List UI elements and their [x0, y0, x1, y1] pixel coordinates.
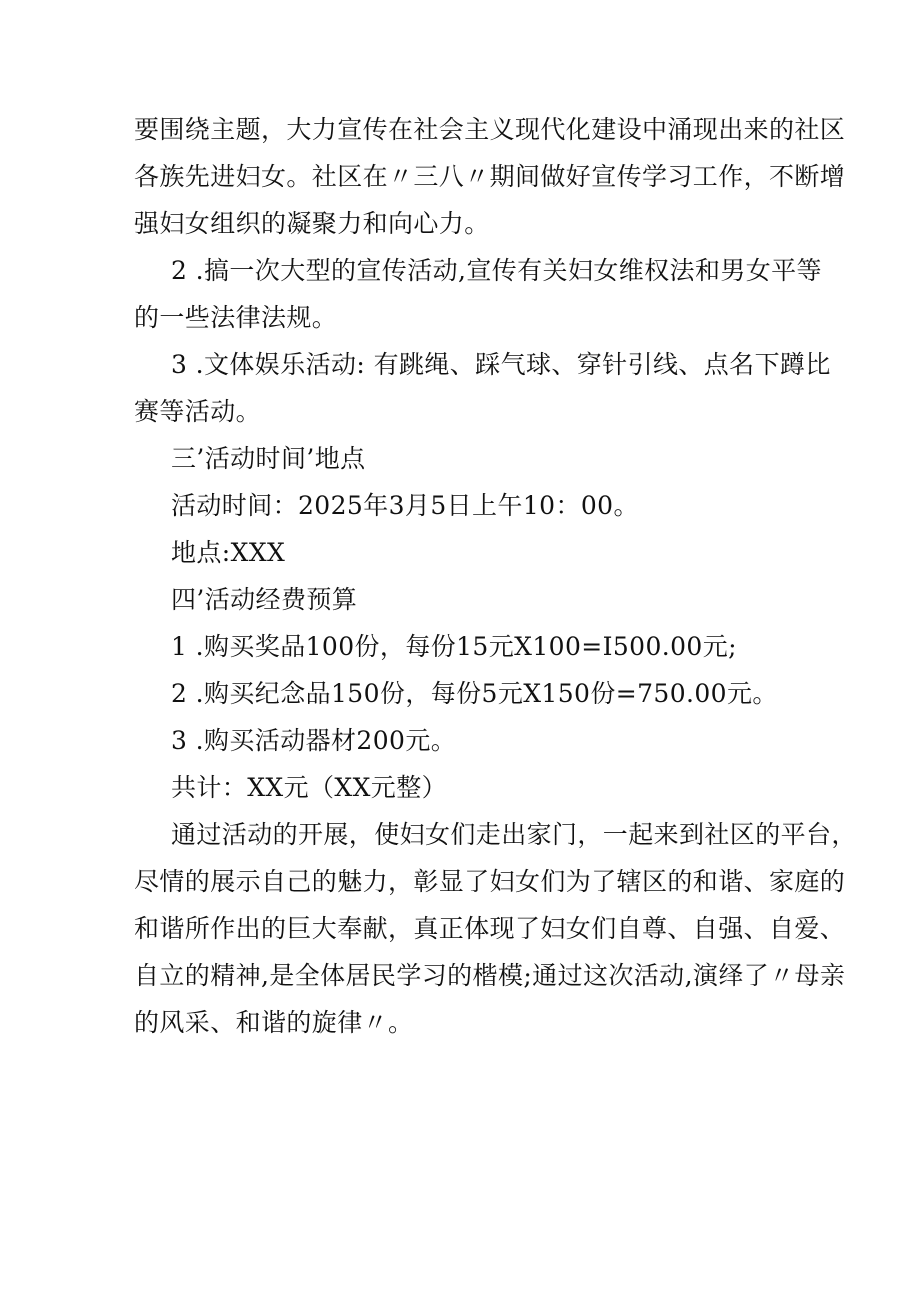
section-heading: 四’活动经费预算: [171, 585, 358, 614]
text-line: 和谐所作出的巨大奉献，真正体现了妇女们自尊、自强、自爱、: [134, 914, 846, 943]
budget-item: 2 .购买纪念品150份，每份5元X150份=750.00元。: [171, 679, 778, 708]
text-line: 各族先进妇女。社区在〃三八〃期间做好宣传学习工作，不断增: [134, 162, 846, 191]
text-line: 强妇女组织的凝聚力和向心力。: [134, 209, 490, 238]
activity-location: 地点:XXX: [171, 538, 286, 567]
text-line: 尽情的展示自己的魅力，彰显了妇女们为了辖区的和谐、家庭的: [134, 867, 846, 896]
budget-item: 1 .购买奖品100份，每份15元X100=I500.00元;: [171, 632, 737, 661]
document-page: [134, 106, 857, 1046]
budget-total: 共计：XX元（XX元整）: [171, 773, 447, 802]
text-line: 要围绕主题，大力宣传在社会主义现代化建设中涌现出来的社区: [134, 115, 846, 144]
section-budget: [134, 576, 814, 811]
text-line: 的一些法律法规。: [134, 303, 338, 332]
text-line: 3 .文体娱乐活动: 有跳绳、踩气球、穿针引线、点名下蹲比: [171, 350, 831, 379]
text-line: 赛等活动。: [134, 397, 262, 426]
text-line: 自立的精神,是全体居民学习的楷模;通过这次活动,演绎了〃母亲: [134, 961, 846, 990]
list-item-3: [134, 341, 831, 435]
section-time-location: [134, 435, 814, 576]
list-item-2: [134, 247, 822, 341]
section-heading: 三’活动时间’地点: [171, 444, 366, 473]
activity-time: 活动时间：2025年3月5日上午10：00。: [171, 491, 639, 520]
text-line: 2 .搞一次大型的宣传活动,宣传有关妇女维权法和男女平等: [171, 256, 822, 285]
budget-item: 3 .购买活动器材200元。: [171, 726, 457, 755]
text-line: 的风采、和谐的旋律〃。: [134, 1008, 414, 1037]
theme-paragraph: [134, 106, 846, 247]
text-line: 通过活动的开展，使妇女们走出家门，一起来到社区的平台，: [171, 820, 857, 849]
closing-paragraph: [134, 811, 857, 1046]
